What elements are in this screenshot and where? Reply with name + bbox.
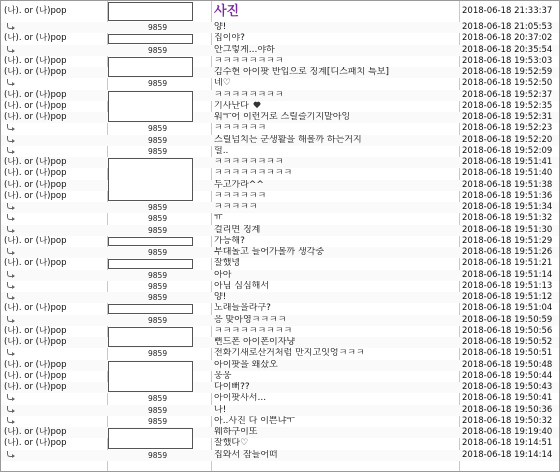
sender-id: 9859 [148, 293, 168, 302]
message-text-content: 양! [214, 22, 227, 32]
message-text [214, 213, 458, 224]
reply-arrow-icon [6, 394, 16, 402]
sender-name [4, 337, 104, 348]
sender-name-text: (나). or (나)pop [4, 112, 67, 122]
sender-name [4, 315, 104, 326]
message-text [214, 22, 458, 33]
message-text-content: 헐.. [214, 145, 229, 156]
sender-name [4, 225, 104, 236]
message-text [214, 225, 458, 236]
sender-name-text: (나). or (나)pop [4, 235, 67, 246]
reply-arrow-icon [6, 124, 16, 132]
message-row[interactable] [1, 270, 559, 281]
message-text-content: 전화기새로산거처럼 만지고잇엉ㅋㅋㅋ [214, 348, 365, 359]
message-text [214, 168, 458, 179]
heart-icon [253, 101, 261, 109]
sender-name-text: (나). or (나)pop [4, 325, 67, 336]
message-text [214, 157, 458, 168]
sender-name [4, 382, 104, 393]
reply-arrow-icon [6, 248, 16, 256]
sender-name [4, 371, 104, 382]
message-text [214, 292, 458, 303]
message-text [214, 78, 458, 89]
sender-name-text: (나). or (나)pop [4, 6, 67, 16]
sender-id: 9859 [148, 405, 168, 415]
message-text-content: 다이뻐?? [214, 382, 250, 392]
message-timestamp: 2018-06-18 19:51:29 [462, 235, 553, 246]
message-timestamp: 2018-06-18 19:19:40 [462, 427, 553, 437]
sender-name-text: (나). or (나)pop [4, 67, 67, 77]
message-row[interactable] [1, 405, 559, 416]
message-timestamp: 2018-06-18 19:14:51 [462, 438, 553, 449]
message-text-content: 아아 [214, 269, 232, 280]
redaction-box [108, 361, 193, 393]
message-text-content: 나! [214, 404, 227, 415]
message-text [214, 191, 458, 202]
message-text-content: 아..사진 다 이쁜냐ㅜ [214, 415, 295, 426]
message-row[interactable] [1, 1, 559, 22]
redaction-box [108, 34, 193, 43]
message-text [214, 258, 458, 269]
reply-arrow-icon [6, 282, 16, 290]
sender-name [4, 247, 104, 258]
message-text [214, 146, 458, 157]
message-text-content: 집이야? [214, 33, 245, 44]
message-text [214, 416, 458, 427]
sender-id: 9859 [148, 225, 168, 235]
redaction-box [108, 57, 193, 78]
message-text-content: 잘했넹 [214, 258, 241, 269]
message-text-content: ㅋㅋㅋㅋㅋㅋㅋㅋㅋ [214, 325, 293, 336]
sender-name [4, 213, 104, 224]
sender-name [4, 191, 104, 202]
message-row[interactable] [1, 236, 559, 247]
message-row[interactable] [1, 22, 559, 33]
sender-name [4, 405, 104, 416]
message-timestamp: 2018-06-18 19:51:36 [462, 190, 553, 201]
sender-name-text: (나). or (나)pop [4, 370, 67, 381]
sender-id: 9859 [148, 270, 168, 280]
message-text [214, 135, 458, 146]
reply-arrow-icon [6, 271, 16, 279]
sender-name-text: (나). or (나)pop [4, 382, 67, 392]
message-row[interactable] [1, 326, 559, 337]
message-timestamp: 2018-06-18 19:51:38 [462, 179, 553, 190]
sender-id: 9859 [148, 349, 168, 359]
message-timestamp: 2018-06-18 19:50:44 [462, 370, 553, 381]
message-text-content: 워ㅜ어 이런거로 스릴즐기지말아잉 [214, 112, 351, 122]
message-timestamp: 2018-06-18 19:50:41 [462, 393, 553, 404]
message-text-content: 부대돌고 들어가볼까 생각중 [214, 247, 325, 257]
reply-arrow-icon [6, 79, 16, 87]
message-timestamp: 2018-06-18 20:37:02 [462, 33, 553, 44]
message-text-content: 네♡ [214, 78, 231, 89]
message-timestamp: 2018-06-18 19:52:37 [462, 89, 553, 100]
message-row[interactable] [1, 135, 559, 146]
sender-name [4, 33, 104, 44]
message-timestamp: 2018-06-18 19:50:43 [462, 382, 553, 392]
message-text-content: ㅋㅋㅋㅋㅋㅋㅋㅋ [214, 157, 284, 167]
message-timestamp: 2018-06-18 21:33:37 [462, 6, 553, 16]
message-row[interactable] [1, 382, 559, 393]
sender-name-text: (나). or (나)pop [4, 427, 67, 437]
message-timestamp: 2018-06-18 19:50:56 [462, 325, 553, 336]
sender-id: 9859 [148, 203, 168, 212]
reply-arrow-icon [6, 147, 16, 155]
sender-id: 9859 [148, 23, 168, 32]
sender-name [4, 78, 104, 89]
sender-name [4, 146, 104, 157]
message-timestamp: 2018-06-18 19:50:52 [462, 337, 553, 347]
reply-arrow-icon [6, 406, 16, 414]
message-timestamp: 2018-06-18 19:50:59 [462, 314, 553, 325]
message-text [214, 337, 458, 348]
message-text [214, 1, 458, 22]
message-text-content: 기사난다 [214, 100, 249, 111]
message-text [214, 315, 458, 326]
message-timestamp: 2018-06-18 19:51:40 [462, 168, 553, 179]
message-text-content: 두고가라^^ [214, 179, 264, 190]
sender-name [4, 393, 104, 404]
reply-arrow-icon [6, 417, 16, 425]
message-row[interactable] [1, 247, 559, 258]
message-text-content: 걸리면 징계 [214, 224, 261, 235]
message-row[interactable] [1, 191, 559, 202]
message-text-content: 양! [214, 292, 227, 302]
reply-arrow-icon [6, 226, 16, 234]
message-timestamp: 2018-06-18 19:51:21 [462, 258, 553, 269]
sender-name [4, 438, 104, 449]
message-text-content: 아이팟을 왜샀오 [214, 359, 278, 370]
message-row[interactable] [1, 146, 559, 157]
message-timestamp: 2018-06-18 19:52:50 [462, 78, 553, 89]
message-text-content: 잘했다♡ [214, 438, 249, 449]
message-row[interactable] [1, 67, 559, 78]
message-row[interactable] [1, 315, 559, 326]
message-text-content: 응 맞아영ㅋㅋㅋㅋ [214, 314, 287, 325]
sender-name [4, 112, 104, 123]
sender-name [4, 416, 104, 427]
message-text [214, 281, 458, 292]
message-text-content: ㅋㅋㅋㅋㅋㅋㅋㅋㅋ [214, 168, 293, 179]
message-row[interactable] [1, 213, 559, 224]
sender-name [4, 360, 104, 371]
sender-name-text: (나). or (나)pop [4, 359, 67, 370]
message-row[interactable] [1, 123, 559, 134]
sender-name [4, 236, 104, 247]
reply-arrow-icon [6, 23, 16, 31]
message-row[interactable] [1, 90, 559, 101]
message-text-content: 아이팟사서... [214, 393, 267, 404]
message-row[interactable] [1, 393, 559, 404]
message-text [214, 405, 458, 416]
sender-name-text: (나). or (나)pop [4, 258, 67, 269]
message-text-content: 아님 심심해서 [214, 280, 270, 291]
message-text-content: ㅋㅋㅋㅋㅋㅋㅋㅋ [214, 55, 284, 66]
reply-arrow-icon [6, 46, 16, 54]
message-timestamp: 2018-06-18 19:50:32 [462, 415, 553, 426]
sender-name [4, 281, 104, 292]
message-row[interactable] [1, 112, 559, 123]
message-timestamp: 2018-06-18 19:51:14 [462, 269, 553, 280]
reply-arrow-icon [6, 349, 16, 357]
message-text [214, 371, 458, 382]
sender-name [4, 123, 104, 134]
message-timestamp: 2018-06-18 19:50:48 [462, 359, 553, 370]
sender-name [4, 135, 104, 146]
message-text [214, 450, 458, 461]
message-text-content: 가능해? [214, 235, 245, 246]
message-row[interactable] [1, 450, 559, 461]
message-text-content: ㅋㅋㅋㅋㅋㅋ [214, 123, 267, 134]
reply-arrow-icon [6, 316, 16, 324]
redaction-box [108, 428, 193, 449]
message-timestamp: 2018-06-18 19:51:30 [462, 224, 553, 235]
message-row[interactable] [1, 416, 559, 427]
message-text [214, 180, 458, 191]
message-timestamp: 2018-06-18 19:52:23 [462, 123, 553, 134]
redaction-box [108, 327, 193, 348]
message-row[interactable] [1, 101, 559, 112]
message-row[interactable] [1, 225, 559, 236]
message-text-content: 스릴넘치는 군생활을 해볼까 하는거지 [214, 134, 362, 145]
message-text-content: 웨하구이또 [214, 427, 258, 437]
message-text [214, 112, 458, 123]
sender-name-text: (나). or (나)pop [4, 179, 67, 190]
message-row[interactable] [1, 78, 559, 89]
message-text [214, 270, 458, 281]
message-text-content: 집와서 잠들어떠 [214, 449, 278, 460]
message-timestamp: 2018-06-18 19:51:32 [462, 213, 553, 224]
reply-arrow-icon [6, 293, 16, 301]
message-row[interactable] [1, 33, 559, 44]
message-text-content: 노래들을라구? [214, 303, 271, 314]
reply-arrow-icon [6, 214, 16, 222]
message-timestamp: 2018-06-18 19:52:59 [462, 67, 553, 77]
message-row[interactable] [1, 168, 559, 179]
redaction-box [108, 304, 193, 313]
sender-name [4, 270, 104, 281]
sender-name [4, 326, 104, 337]
message-text [214, 427, 458, 438]
message-row[interactable] [1, 348, 559, 359]
sender-name [4, 348, 104, 359]
message-text-content: ㅋㅋㅋㅋㅋ [214, 202, 258, 212]
message-text-content: ㅠ [214, 213, 223, 224]
sender-name-text: (나). or (나)pop [4, 157, 67, 167]
message-text [214, 202, 458, 213]
sender-id: 9859 [148, 146, 168, 156]
reply-arrow-icon [6, 136, 16, 144]
message-text [214, 67, 458, 78]
message-text [214, 393, 458, 404]
sender-name [4, 427, 104, 438]
redaction-box [108, 2, 193, 21]
reply-arrow-icon [6, 203, 16, 211]
message-timestamp: 2018-06-18 19:51:26 [462, 247, 553, 257]
message-row[interactable] [1, 438, 559, 449]
message-row[interactable] [1, 202, 559, 213]
sender-id: 9859 [148, 281, 168, 291]
message-timestamp: 2018-06-18 19:14:14 [462, 449, 553, 460]
message-text [214, 382, 458, 393]
sender-id: 9859 [148, 214, 168, 224]
message-text-content: 뻔드폰 아이폰이자냥 [214, 337, 296, 347]
sender-name [4, 1, 104, 22]
message-text-content: 안그렇게...야하 [214, 44, 275, 55]
message-row[interactable] [1, 281, 559, 292]
message-text [214, 247, 458, 258]
sender-id: 9859 [148, 79, 168, 89]
message-timestamp: 2018-06-18 20:35:54 [462, 44, 553, 55]
message-text [214, 303, 458, 314]
message-row[interactable] [1, 337, 559, 348]
redaction-box [108, 259, 193, 268]
message-timestamp: 2018-06-18 19:50:51 [462, 348, 553, 359]
redaction-box [108, 237, 193, 246]
message-text-content: 웅웅 [214, 370, 232, 381]
sender-id: 9859 [148, 315, 168, 325]
sender-name [4, 101, 104, 112]
message-text-content: ㅋㅋㅋㅋㅋㅋ [214, 190, 267, 201]
message-timestamp: 2018-06-18 19:51:13 [462, 280, 553, 291]
sender-name-text: (나). or (나)pop [4, 100, 67, 111]
message-timestamp: 2018-06-18 19:53:03 [462, 55, 553, 66]
sender-name [4, 67, 104, 78]
message-row[interactable] [1, 157, 559, 168]
message-text-content: 사진 [214, 4, 240, 19]
message-row[interactable] [1, 371, 559, 382]
message-timestamp: 2018-06-18 19:51:34 [462, 202, 553, 212]
message-row[interactable] [1, 303, 559, 314]
message-row[interactable] [1, 292, 559, 303]
message-text [214, 326, 458, 337]
sender-name [4, 168, 104, 179]
message-row[interactable] [1, 360, 559, 371]
sender-name [4, 22, 104, 33]
message-row[interactable] [1, 258, 559, 269]
sender-name [4, 303, 104, 314]
sender-id: 9859 [148, 135, 168, 145]
message-timestamp: 2018-06-18 19:50:36 [462, 404, 553, 415]
message-timestamp: 2018-06-18 19:51:12 [462, 292, 553, 302]
message-text [214, 360, 458, 371]
sender-name-text: (나). or (나)pop [4, 89, 67, 100]
message-timestamp: 2018-06-18 21:05:53 [462, 22, 553, 32]
sender-name [4, 202, 104, 213]
sender-name [4, 450, 104, 461]
redaction-box [108, 91, 193, 123]
message-timestamp: 2018-06-18 19:51:04 [462, 303, 553, 314]
message-timestamp: 2018-06-18 19:52:31 [462, 112, 553, 122]
sender-name-text: (나). or (나)pop [4, 337, 67, 347]
sender-name-text: (나). or (나)pop [4, 33, 67, 44]
message-timestamp: 2018-06-18 19:52:35 [462, 100, 553, 111]
sender-id: 9859 [148, 394, 168, 404]
sender-name [4, 258, 104, 269]
message-text [214, 56, 458, 67]
message-text [214, 33, 458, 44]
message-text [214, 348, 458, 359]
message-row[interactable] [1, 427, 559, 438]
reply-arrow-icon [6, 451, 16, 459]
message-text [214, 123, 458, 134]
sender-name [4, 157, 104, 168]
sender-name-text: (나). or (나)pop [4, 303, 67, 314]
message-row[interactable] [1, 180, 559, 191]
message-text-content: 김수현 아이팟 반입으로 징계[디스패치 특보] [214, 67, 389, 77]
sender-name-text: (나). or (나)pop [4, 55, 67, 66]
message-timestamp: 2018-06-18 19:51:41 [462, 157, 553, 167]
sender-id: 9859 [148, 124, 168, 134]
message-text [214, 438, 458, 449]
sender-name-text: (나). or (나)pop [4, 168, 67, 179]
sender-id: 9859 [148, 248, 168, 257]
sender-id: 9859 [148, 45, 168, 55]
message-timestamp: 2018-06-18 19:52:09 [462, 145, 553, 156]
message-text [214, 90, 458, 101]
sender-name [4, 56, 104, 67]
message-text [214, 45, 458, 56]
message-text-content: ㅋㅋㅋㅋㅋㅋㅋㅋ [214, 89, 284, 100]
message-timestamp: 2018-06-18 19:52:20 [462, 134, 553, 145]
sender-name [4, 45, 104, 56]
sender-id: 9859 [148, 450, 168, 460]
message-row[interactable] [1, 56, 559, 67]
sender-id: 9859 [148, 416, 168, 426]
sender-name [4, 180, 104, 191]
sender-name-text: (나). or (나)pop [4, 190, 67, 201]
sender-name [4, 90, 104, 101]
message-row[interactable] [1, 45, 559, 56]
message-text [214, 236, 458, 247]
sender-name-text: (나). or (나)pop [4, 438, 67, 449]
message-text [214, 101, 458, 112]
redaction-box [108, 158, 193, 201]
sender-name [4, 292, 104, 303]
